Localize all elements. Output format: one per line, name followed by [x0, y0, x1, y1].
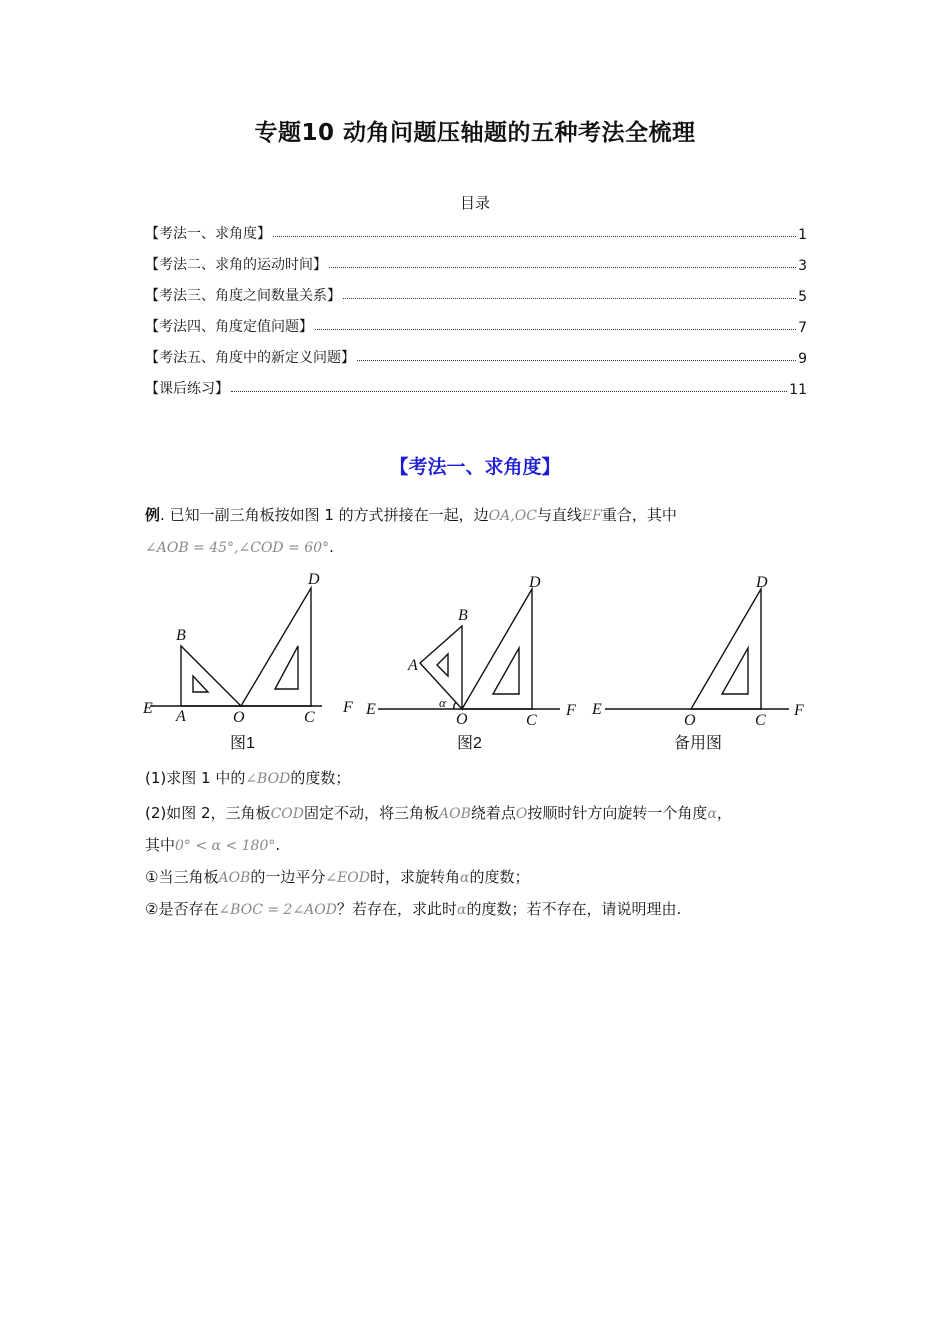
- table-of-contents: [145, 212, 807, 398]
- math-o: O: [515, 806, 528, 822]
- example-line-2: [145, 537, 815, 558]
- question-text: 的一边平分: [250, 868, 326, 886]
- toc-leader-dots: [231, 391, 787, 392]
- question-text: ？若存在，求此时: [337, 900, 458, 918]
- math-alpha: α: [460, 870, 470, 886]
- math-bod: ∠BOD: [245, 771, 291, 787]
- toc-item-label: 【课后练习】: [145, 381, 229, 397]
- label-d: D: [529, 574, 541, 591]
- toc-leader-dots: [273, 236, 796, 237]
- label-d: D: [756, 574, 768, 591]
- example-prefix: 例: [145, 506, 161, 524]
- toc-item[interactable]: [145, 274, 807, 305]
- toc-item[interactable]: [145, 336, 807, 367]
- math-ef: EF: [581, 508, 602, 524]
- triangle-inner: [275, 646, 298, 689]
- question-text: 的度数；: [290, 769, 351, 787]
- math-alpha-range: 0° < α < 180°: [175, 838, 276, 854]
- example-text: 重合，其中: [601, 506, 677, 524]
- question-text: ①当三角板: [145, 868, 219, 886]
- math-angles: ∠AOB = 45°,∠COD = 60°: [145, 540, 330, 556]
- toc-item[interactable]: [145, 305, 807, 336]
- math-oa-oc: OA,OC: [488, 508, 537, 524]
- math-eod: ∠EOD: [325, 870, 371, 886]
- toc-item-label: 【考法三、角度之间数量关系】: [145, 288, 341, 304]
- figure-2-labels: [365, 574, 576, 729]
- figure-1: [150, 588, 322, 706]
- figure-2: [378, 589, 560, 709]
- question-1: [145, 768, 815, 789]
- toc-item-page: 7: [798, 320, 807, 336]
- alpha-arc: [454, 702, 456, 709]
- question-text: (2)如图 2，三角板: [145, 804, 271, 822]
- math-cod: COD: [270, 806, 304, 822]
- label-e: E: [592, 701, 602, 718]
- math-boc-aod: ∠BOC = 2∠AOD: [218, 902, 338, 918]
- label-f: F: [794, 702, 804, 719]
- example-line-1: [145, 505, 815, 526]
- triangle-inner: [493, 648, 519, 694]
- toc-leader-dots: [357, 360, 796, 361]
- example-text: .: [329, 538, 334, 556]
- toc-item[interactable]: [145, 212, 807, 243]
- question-text: (1)求图 1 中的: [145, 769, 246, 787]
- question-text: 的度数；若不存在，请说明理由.: [466, 900, 682, 918]
- section-title: 【考法一、求角度】: [389, 456, 561, 478]
- toc-item-page: 3: [798, 258, 807, 274]
- label-b: B: [176, 627, 186, 644]
- label-o: O: [233, 709, 245, 726]
- math-aob: AOB: [439, 806, 471, 822]
- label-c: C: [304, 709, 315, 726]
- toc-item[interactable]: [145, 367, 807, 398]
- page-title: 专题10 动角问题压轴题的五种考法全梳理: [254, 120, 696, 146]
- label-b: B: [458, 607, 468, 624]
- question-text: 按顺时针方向旋转一个角度: [527, 804, 708, 822]
- question-text: 绕着点: [470, 804, 516, 822]
- question-text: 的度数；: [469, 868, 530, 886]
- toc-item-page: 5: [798, 289, 807, 305]
- label-e: E: [366, 701, 376, 718]
- figures-row: [140, 568, 812, 760]
- sub-question-2: [145, 899, 815, 920]
- toc-item-label: 【考法五、角度中的新定义问题】: [145, 350, 355, 366]
- label-o: O: [684, 712, 696, 729]
- label-d: D: [308, 571, 320, 588]
- math-aob: AOB: [218, 870, 251, 886]
- label-e: E: [143, 700, 153, 717]
- toc-item-label: 【考法四、角度定值问题】: [145, 319, 313, 335]
- figure-3-labels: [591, 574, 804, 729]
- question-text: 时，求旋转角: [370, 868, 461, 886]
- triangle-inner: [722, 648, 748, 694]
- math-alpha: α: [707, 806, 717, 822]
- triangle-cod: [691, 589, 761, 709]
- toc-item[interactable]: [145, 243, 807, 274]
- question-text: .: [275, 836, 281, 854]
- label-a: A: [176, 708, 186, 725]
- label-f: F: [343, 699, 353, 716]
- toc-item-page: 11: [789, 382, 807, 398]
- triangle-inner: [193, 676, 208, 692]
- figure-3-caption: 备用图: [674, 735, 723, 752]
- question-text: ②是否存在: [145, 900, 219, 918]
- toc-leader-dots: [343, 298, 796, 299]
- toc-leader-dots: [315, 329, 796, 330]
- question-text: 其中: [145, 836, 176, 854]
- figure-1-labels: [142, 571, 353, 726]
- question-2-range: [145, 835, 815, 856]
- triangle-cod: [462, 589, 532, 709]
- question-text: ，: [716, 804, 732, 822]
- question-2: [145, 803, 815, 824]
- toc-item-label: 【考法二、求角的运动时间】: [145, 257, 327, 273]
- figure-1-caption: 图1: [230, 735, 255, 752]
- toc-leader-dots: [329, 267, 796, 268]
- triangle-aob: [181, 646, 241, 706]
- label-c: C: [755, 712, 766, 729]
- toc-item-label: 【考法一、求角度】: [145, 226, 271, 242]
- question-text: 固定不动，将三角板: [303, 804, 439, 822]
- label-a: A: [408, 657, 418, 674]
- figure-3: [605, 589, 789, 709]
- figure-2-caption: 图2: [457, 735, 482, 752]
- label-o: O: [456, 711, 468, 728]
- label-alpha: α: [439, 695, 446, 710]
- toc-item-page: 1: [798, 227, 807, 243]
- label-c: C: [526, 712, 537, 729]
- example-text: 已知一副三角板按如图 1 的方式拼接在一起，边: [169, 506, 489, 524]
- label-f: F: [566, 702, 576, 719]
- math-alpha: α: [457, 902, 467, 918]
- sub-question-1: [145, 867, 815, 888]
- toc-item-page: 9: [798, 351, 807, 367]
- example-text: 与直线: [536, 506, 582, 524]
- toc-heading: 目录: [459, 194, 490, 212]
- triangle-inner: [437, 654, 448, 676]
- example-dot: .: [160, 506, 165, 524]
